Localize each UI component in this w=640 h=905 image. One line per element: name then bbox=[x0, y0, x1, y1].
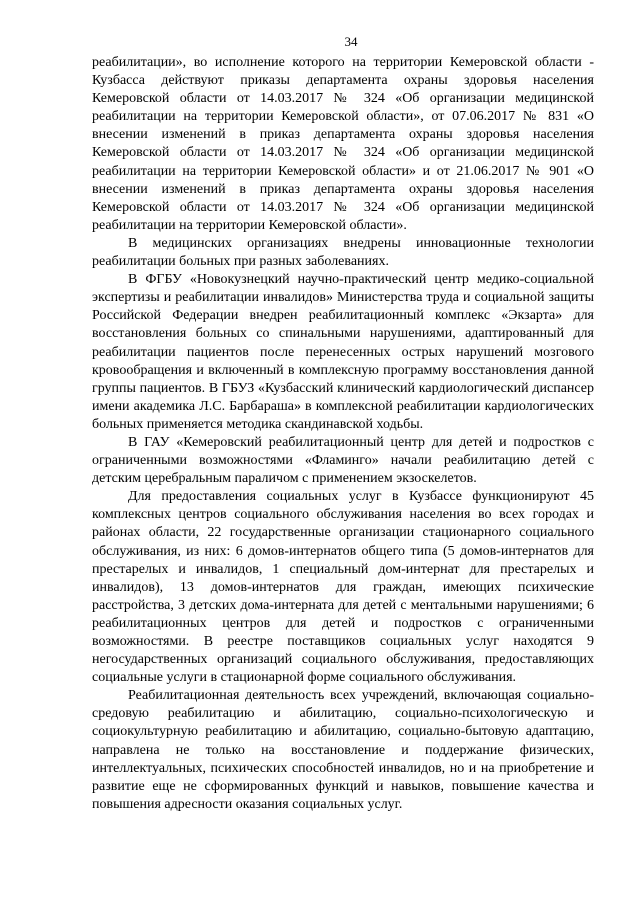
paragraph-rehabilitation-activity: Реабилитационная деятельность всех учреждений, включающая социально-средовую реабилитацию и абилитацию, социально-психологическую и социокультурную реабилитацию и абилитацию, социально-бытовую адаптацию, направлена не только на восстановление и поддержание физических, интеллектуальных, психических способностей инвалидов, но и на приобретение и развитие еще не сформированных функций и навыков, повышение качества и повышения адресности оказания социальных услуг. bbox=[92, 688, 594, 812]
paragraph-gau-flamingo: В ГАУ «Кемеровский реабилитационный центр для детей и подростков с ограниченными возможностями «Фламинго» начали реабилитацию детей с детским церебральным параличом с применением экзоскелетов. bbox=[92, 434, 594, 487]
page-number: 34 bbox=[344, 34, 358, 49]
paragraph-fgbu-novokuznetsk: В ФГБУ «Новокузнецкий научно-практический центр медико-социальной экспертизы и реабилитации инвалидов» Министерства труда и социальной защиты Российской Федерации внедрен реабилитационный комплекс «Экзарта» для восстановления больных со спинальными нарушениями, адаптированный для реабилитации пациентов после перенесенных острых нарушений мозгового кровообращения и включенный в комплексную программу восстановления данной группы пациентов. В ГБУЗ «Кузбасский клинический кардиологический диспансер имени академика Л.С. Барбараша» в комплексной реабилитации кардиологических больных применяется методика скандинавской ходьбы. bbox=[92, 272, 594, 432]
paragraph-continuation: реабилитации», во исполнение которого на территории Кемеровской области - Кузбасса действуют приказы департамента охраны здоровья населения Кемеровской области от 14.03.2017 № 324 «Об организации медицинской реабилитации на территории Кемеровской области», от 07.06.2017 № 831 «О внесении изменений в приказ департамента охраны здоровья населения Кемеровской области от 14.03.2017 № 324 «Об организации медицинской реабилитации на территории Кемеровской области» и от 21.06.2017 № 901 «О внесении изменений в приказ департамента охраны здоровья населения Кемеровской области от 14.03.2017 № 324 «Об организации медицинской реабилитации на территории Кемеровской области». bbox=[92, 55, 594, 233]
paragraph-innovations: В медицинских организациях внедрены инновационные технологии реабилитации больных при разных заболеваниях. bbox=[92, 235, 594, 270]
paragraph-social-services: Для предоставления социальных услуг в Кузбассе функционируют 45 комплексных центров социального обслуживания населения во всех городах и районах области, 22 государственные организации стационарного социального обслуживания, из них: 6 домов-интернатов общего типа (5 домов-интернатов для престарелых и инвалидов, 1 специальный дом-интернат для престарелых и инвалидов), 13 домов-интернатов для граждан, имеющих психические расстройства, 3 детских дома-интерната для детей с ментальными нарушениями; 6 реабилитационных центров для детей и подростков с ограниченными возможностями. В реестре поставщиков социальных услуг находятся 9 негосударственных организаций социального обслуживания, предоставляющих социальные услуги в стационарной форме социального обслуживания. bbox=[92, 489, 594, 686]
